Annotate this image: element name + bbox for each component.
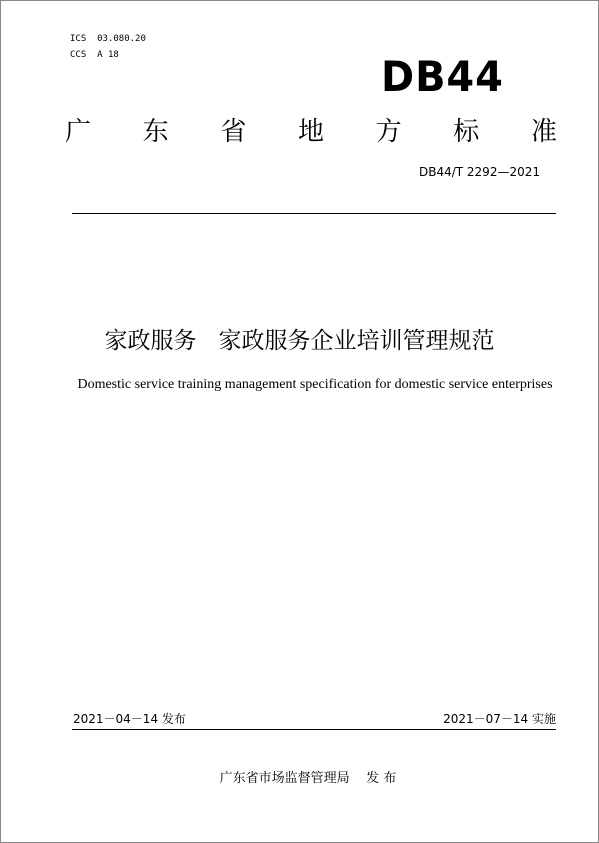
english-title: Domestic service training management specification for domestic service enterprises xyxy=(77,377,553,392)
classification-codes xyxy=(70,31,146,63)
ics-row xyxy=(70,31,146,47)
ics-code: 03.080.20 xyxy=(97,34,146,44)
standard-type-char: 省 xyxy=(220,117,247,147)
bottom-divider xyxy=(72,729,556,730)
publisher: 广东省市场监督管理局 发 布 xyxy=(219,771,397,786)
standard-type-char: 标 xyxy=(453,117,480,147)
ics-label: ICS xyxy=(70,34,87,44)
standard-type-char: 准 xyxy=(530,117,557,147)
standard-type-char: 东 xyxy=(142,117,169,147)
standard-type-char: 方 xyxy=(375,117,402,147)
standard-type-char: 地 xyxy=(297,117,324,147)
standard-type-char: 广 xyxy=(65,117,92,147)
top-divider xyxy=(72,213,556,214)
ccs-row xyxy=(70,47,146,63)
implementation-date: 2021－07－14 实施 xyxy=(443,712,556,726)
chinese-title: 家政服务 家政服务企业培训管理规范 xyxy=(104,328,495,354)
db-mark: DB44 xyxy=(381,52,504,101)
standard-type-title xyxy=(65,115,557,149)
ccs-label: CCS xyxy=(70,50,87,60)
ccs-code: A 18 xyxy=(97,50,119,60)
issue-date: 2021－04－14 发布 xyxy=(73,712,186,726)
standard-number: DB44/T 2292—2021 xyxy=(418,165,540,179)
